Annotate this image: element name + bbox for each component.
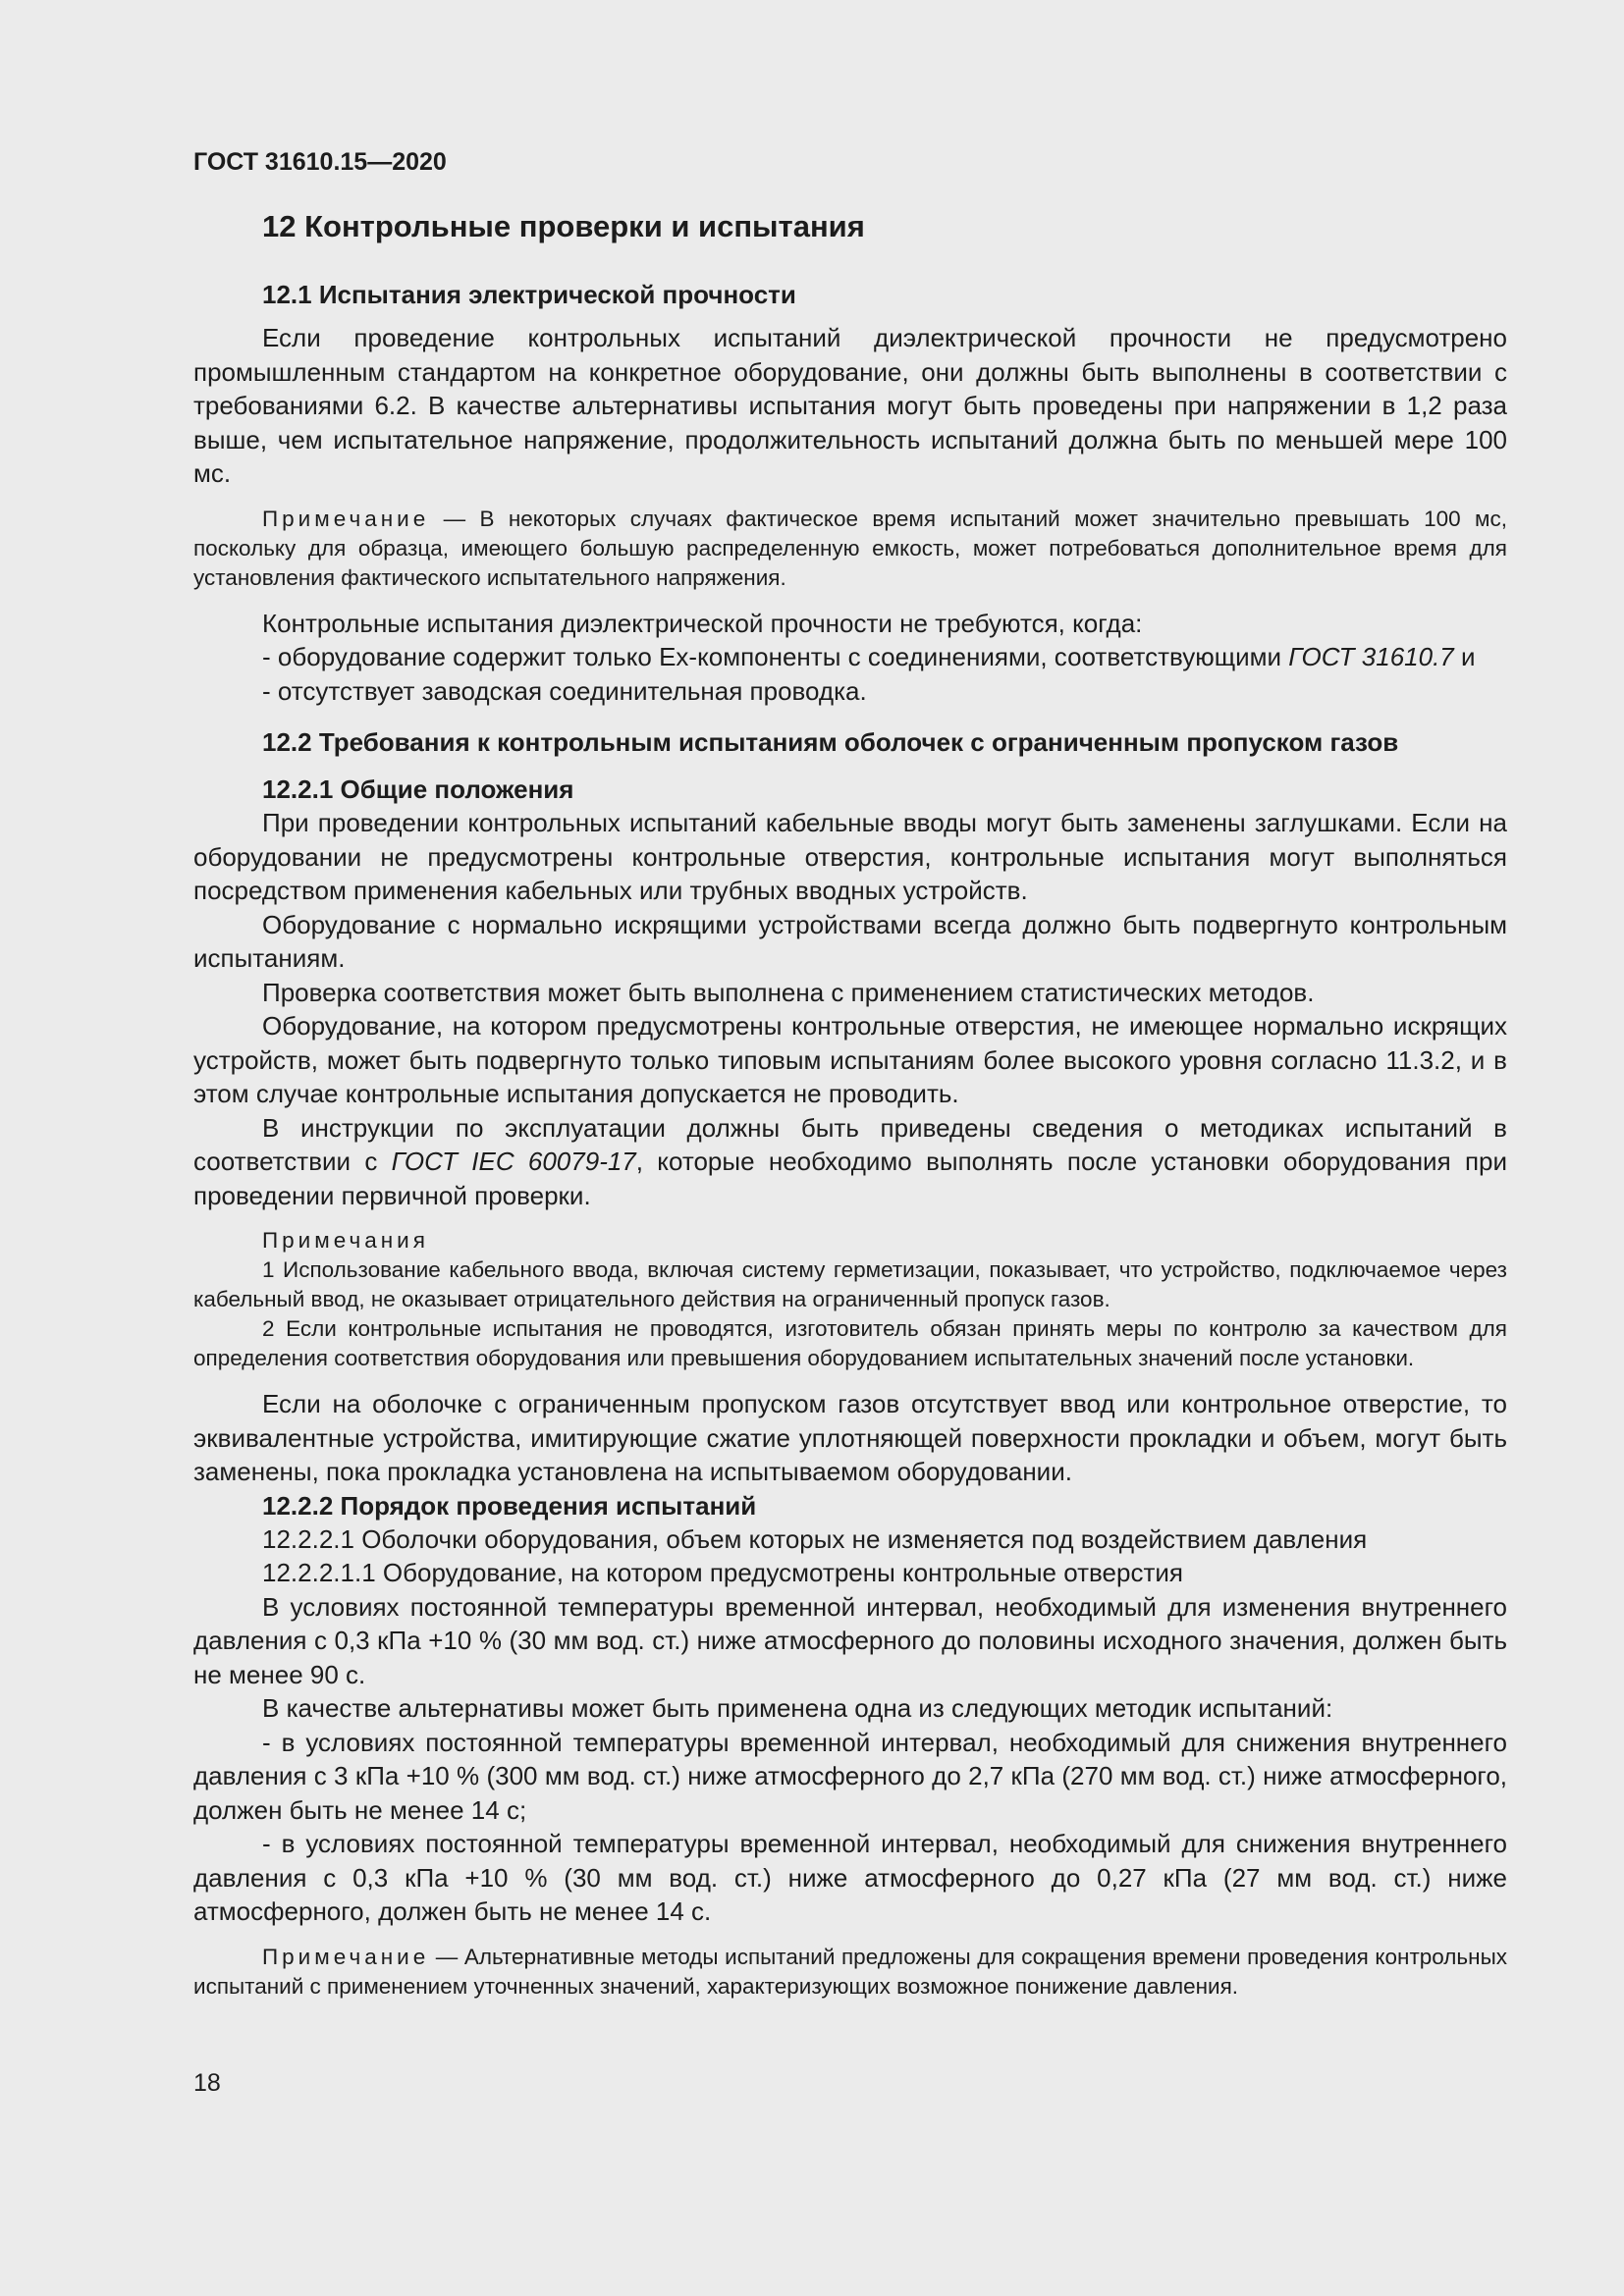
clause-heading: 12.2.2.1.1 Оборудование, на котором предусмотрены контрольные отверстия bbox=[262, 1558, 1183, 1587]
note-text: — Альтернативные методы испытаний предложены для сокращения времени проведения контрольных испытаний с применением уточненных значений, характеризующих возможное понижение давления. bbox=[193, 1944, 1507, 1999]
note-item: 2 Если контрольные испытания не проводятся, изготовитель обязан принять меры по контролю за качеством для определения соответствия оборудования или превышения оборудованием испытательных значений после установки. bbox=[193, 1316, 1507, 1370]
paragraph-text: В инструкции по эксплуатации должны быть приведены сведения о методиках испытаний в соответствии с bbox=[193, 1112, 1507, 1176]
list-item-text: и bbox=[1453, 642, 1476, 671]
paragraph bbox=[193, 1111, 1507, 1213]
note-label: Примечание bbox=[262, 1944, 430, 1969]
subsection-12-2-1-title: 12.2.1 Общие положения bbox=[262, 774, 574, 804]
paragraph: Проверка соответствия может быть выполнена с применением статистических методов. bbox=[262, 977, 1315, 1007]
paragraph: Контрольные испытания диэлектрической прочности не требуются, когда: bbox=[262, 608, 1143, 638]
paragraph: При проведении контрольных испытаний кабельные вводы могут быть заменены заглушками. Если на оборудовании не предусмотрены контрольные отверстия, контрольные испытания могут выполняться посредством применения кабельных или трубных вводных устройств. bbox=[193, 808, 1507, 905]
clause-heading: 12.2.2.1 Оболочки оборудования, объем которых не изменяется под воздействием давления bbox=[262, 1523, 1368, 1554]
document-page bbox=[193, 137, 1507, 2002]
page-number: 18 bbox=[193, 2069, 221, 2097]
subsection-12-2-title: 12.2 Требования к контрольным испытаниям оболочек с ограниченным пропуском газов bbox=[262, 727, 1399, 757]
paragraph: Оборудование, на котором предусмотрены контрольные отверстия, не имеющее нормально искрящих устройств, может быть подвергнуто только типовым испытаниям более высокого уровня согласно 11.3.2, и в этом случае контрольные испытания допускается не проводить. bbox=[193, 1011, 1507, 1108]
subsection-12-2-2-title: 12.2.2 Порядок проведения испытаний bbox=[262, 1490, 757, 1521]
note-text: — В некоторых случаях фактическое время испытаний может значительно превышать 100 мс, поскольку для образца, имеющего большую распределенную емкость, может потребоваться дополнительное время для установления фактического испытательного напряжения. bbox=[193, 506, 1507, 590]
note bbox=[193, 505, 1507, 593]
note bbox=[193, 1943, 1507, 2002]
paragraph: Оборудование с нормально искрящими устройствами всегда должно быть подвергнуто контрольным испытаниям. bbox=[193, 909, 1507, 973]
subsection-12-1-title: 12.1 Испытания электрической прочности bbox=[262, 280, 796, 309]
section-title: 12 Контрольные проверки и испытания bbox=[262, 209, 865, 243]
list-item: - в условиях постоянной температуры временной интервал, необходимый для снижения внутреннего давления с 3 кПа +10 % (300 мм вод. ст.) ниже атмосферного до 2,7 кПа (270 мм вод. ст.) ниже атмосферного, должен быть не менее 14 с; bbox=[193, 1727, 1507, 1825]
list-item bbox=[193, 640, 1507, 674]
paragraph: Если проведение контрольных испытаний диэлектрической прочности не предусмотрено промышленным стандартом на конкретное оборудование, они должны быть выполнены в соответствии с требованиями 6.2. В качестве альтернативы испытания могут быть проведены при напряжении в 1,2 раза выше, чем испытательное напряжение, продолжительность испытаний должна быть по меньшей мере 100 мс. bbox=[193, 323, 1507, 488]
list-item: - в условиях постоянной температуры временной интервал, необходимый для снижения внутреннего давления с 0,3 кПа +10 % (30 мм вод. ст.) ниже атмосферного до 0,27 кПа (27 мм вод. ст.) ниже атмосферного, должен быть не менее 14 с. bbox=[193, 1829, 1507, 1926]
list-item: - отсутствует заводская соединительная проводка. bbox=[262, 675, 867, 706]
paragraph: Если на оболочке с ограниченным пропуском газов отсутствует ввод или контрольное отверстие, то эквивалентные устройства, имитирующие сжатие уплотняющей поверхности прокладки и объем, могут быть заменены, пока прокладка установлена на испытываемом оборудовании. bbox=[193, 1389, 1507, 1486]
paragraph-text: , которые необходимо выполнять после установки оборудования при проведении первичной проверки. bbox=[193, 1147, 1508, 1210]
list-item-text: - оборудование содержит только Ex-компоненты с соединениями, соответствующими bbox=[262, 642, 1289, 671]
standard-reference: ГОСТ IEC 60079-17 bbox=[391, 1147, 636, 1176]
paragraph: В качестве альтернативы может быть применена одна из следующих методик испытаний: bbox=[262, 1693, 1333, 1723]
notes-title: Примечания bbox=[262, 1228, 429, 1253]
note-label: Примечание bbox=[262, 506, 430, 531]
document-code-header: ГОСТ 31610.15—2020 bbox=[193, 148, 447, 176]
paragraph: В условиях постоянной температуры временной интервал, необходимый для изменения внутреннего давления с 0,3 кПа +10 % (30 мм вод. ст.) ниже атмосферного до половины исходного значения, должен быть не менее 90 с. bbox=[193, 1591, 1507, 1689]
note-item: 1 Использование кабельного ввода, включая систему герметизации, показывает, что устройство, подключаемое через кабельный ввод, не оказывает отрицательного действия на ограниченный пропуск газов. bbox=[193, 1257, 1507, 1311]
standard-reference: ГОСТ 31610.7 bbox=[1288, 642, 1454, 671]
